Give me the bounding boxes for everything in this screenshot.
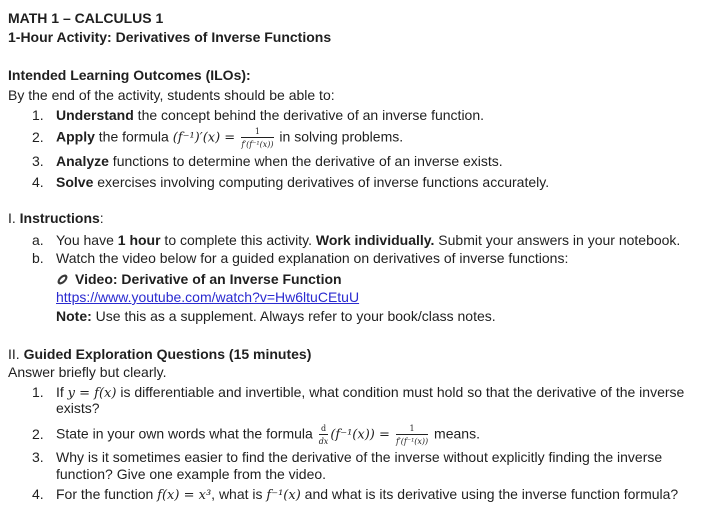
- formula-lhs: (f⁻¹)′(x) =: [172, 130, 240, 146]
- ilo-item-4: 4. Solve exercises involving computing derivatives of inverse functions accurately.: [32, 174, 550, 190]
- activity-title: 1-Hour Activity: Derivatives of Inverse Functions: [8, 29, 332, 45]
- question-1-cont: exists?: [56, 400, 100, 416]
- question-4: 4. For the function f(x) = x³, what is f⁻¹(x) and what is its derivative using the inverse function formula?: [32, 486, 679, 503]
- question-3-cont: function? Give one example from the video.: [56, 466, 327, 482]
- course-title: MATH 1 – CALCULUS 1: [8, 10, 164, 26]
- question-1: 1. If y = f(x) is differentiable and invertible, what condition must hold so that the derivative of the inverse: [32, 384, 685, 401]
- guided-intro: Answer briefly but clearly.: [8, 364, 167, 380]
- ilos-intro: By the end of the activity, students should be able to:: [8, 87, 335, 103]
- ilo-item-3: 3. Analyze functions to determine when the derivative of an inverse exists.: [32, 153, 503, 169]
- video-link-row: [56, 288, 359, 306]
- ilos-heading: Intended Learning Outcomes (ILOs):: [8, 67, 251, 83]
- question-3: 3. Why is it sometimes easier to find the derivative of the inverse without explicitly finding the inverse: [32, 449, 663, 465]
- video-link[interactable]: https://www.youtube.com/watch?v=Hw6ltuCEtuU: [56, 289, 360, 305]
- ddx-fraction: $\frac{d}{dx}$: [318, 424, 329, 446]
- ilo-item-2: 2. Apply the formula (f⁻¹)′(x) = $\frac{1}{\text{f′(f⁻¹(x))}}$ in solving problems.: [32, 127, 404, 149]
- guided-heading: II. Guided Exploration Questions (15 minutes): [8, 346, 312, 362]
- ilo-item-1: 1. Understand the concept behind the derivative of an inverse function.: [32, 107, 485, 123]
- paperclip-icon: [56, 272, 69, 285]
- instruction-item-a: a. You have 1 hour to complete this activity. Work individually. Submit your answers in your notebook.: [32, 232, 681, 248]
- video-title: Video: Derivative of an Inverse Function: [56, 270, 342, 288]
- formula-fraction: $\frac{1}{\text{f′(f⁻¹(x))}}$: [241, 127, 274, 149]
- question-2: 2. State in your own words what the formula $\frac{d}{dx}$ (f⁻¹(x)) = $\frac{1}{\text{f′(f⁻¹(x))}}$ means.: [32, 424, 480, 446]
- video-note: Note: Use this as a supplement. Always refer to your book/class notes.: [56, 308, 496, 324]
- formula-fraction: $\frac{1}{\text{f′(f⁻¹(x))}}$: [396, 424, 429, 446]
- instruction-item-b: b. Watch the video below for a guided explanation on derivatives of inverse functions:: [32, 250, 569, 266]
- instructions-heading: I. Instructions:: [8, 210, 104, 226]
